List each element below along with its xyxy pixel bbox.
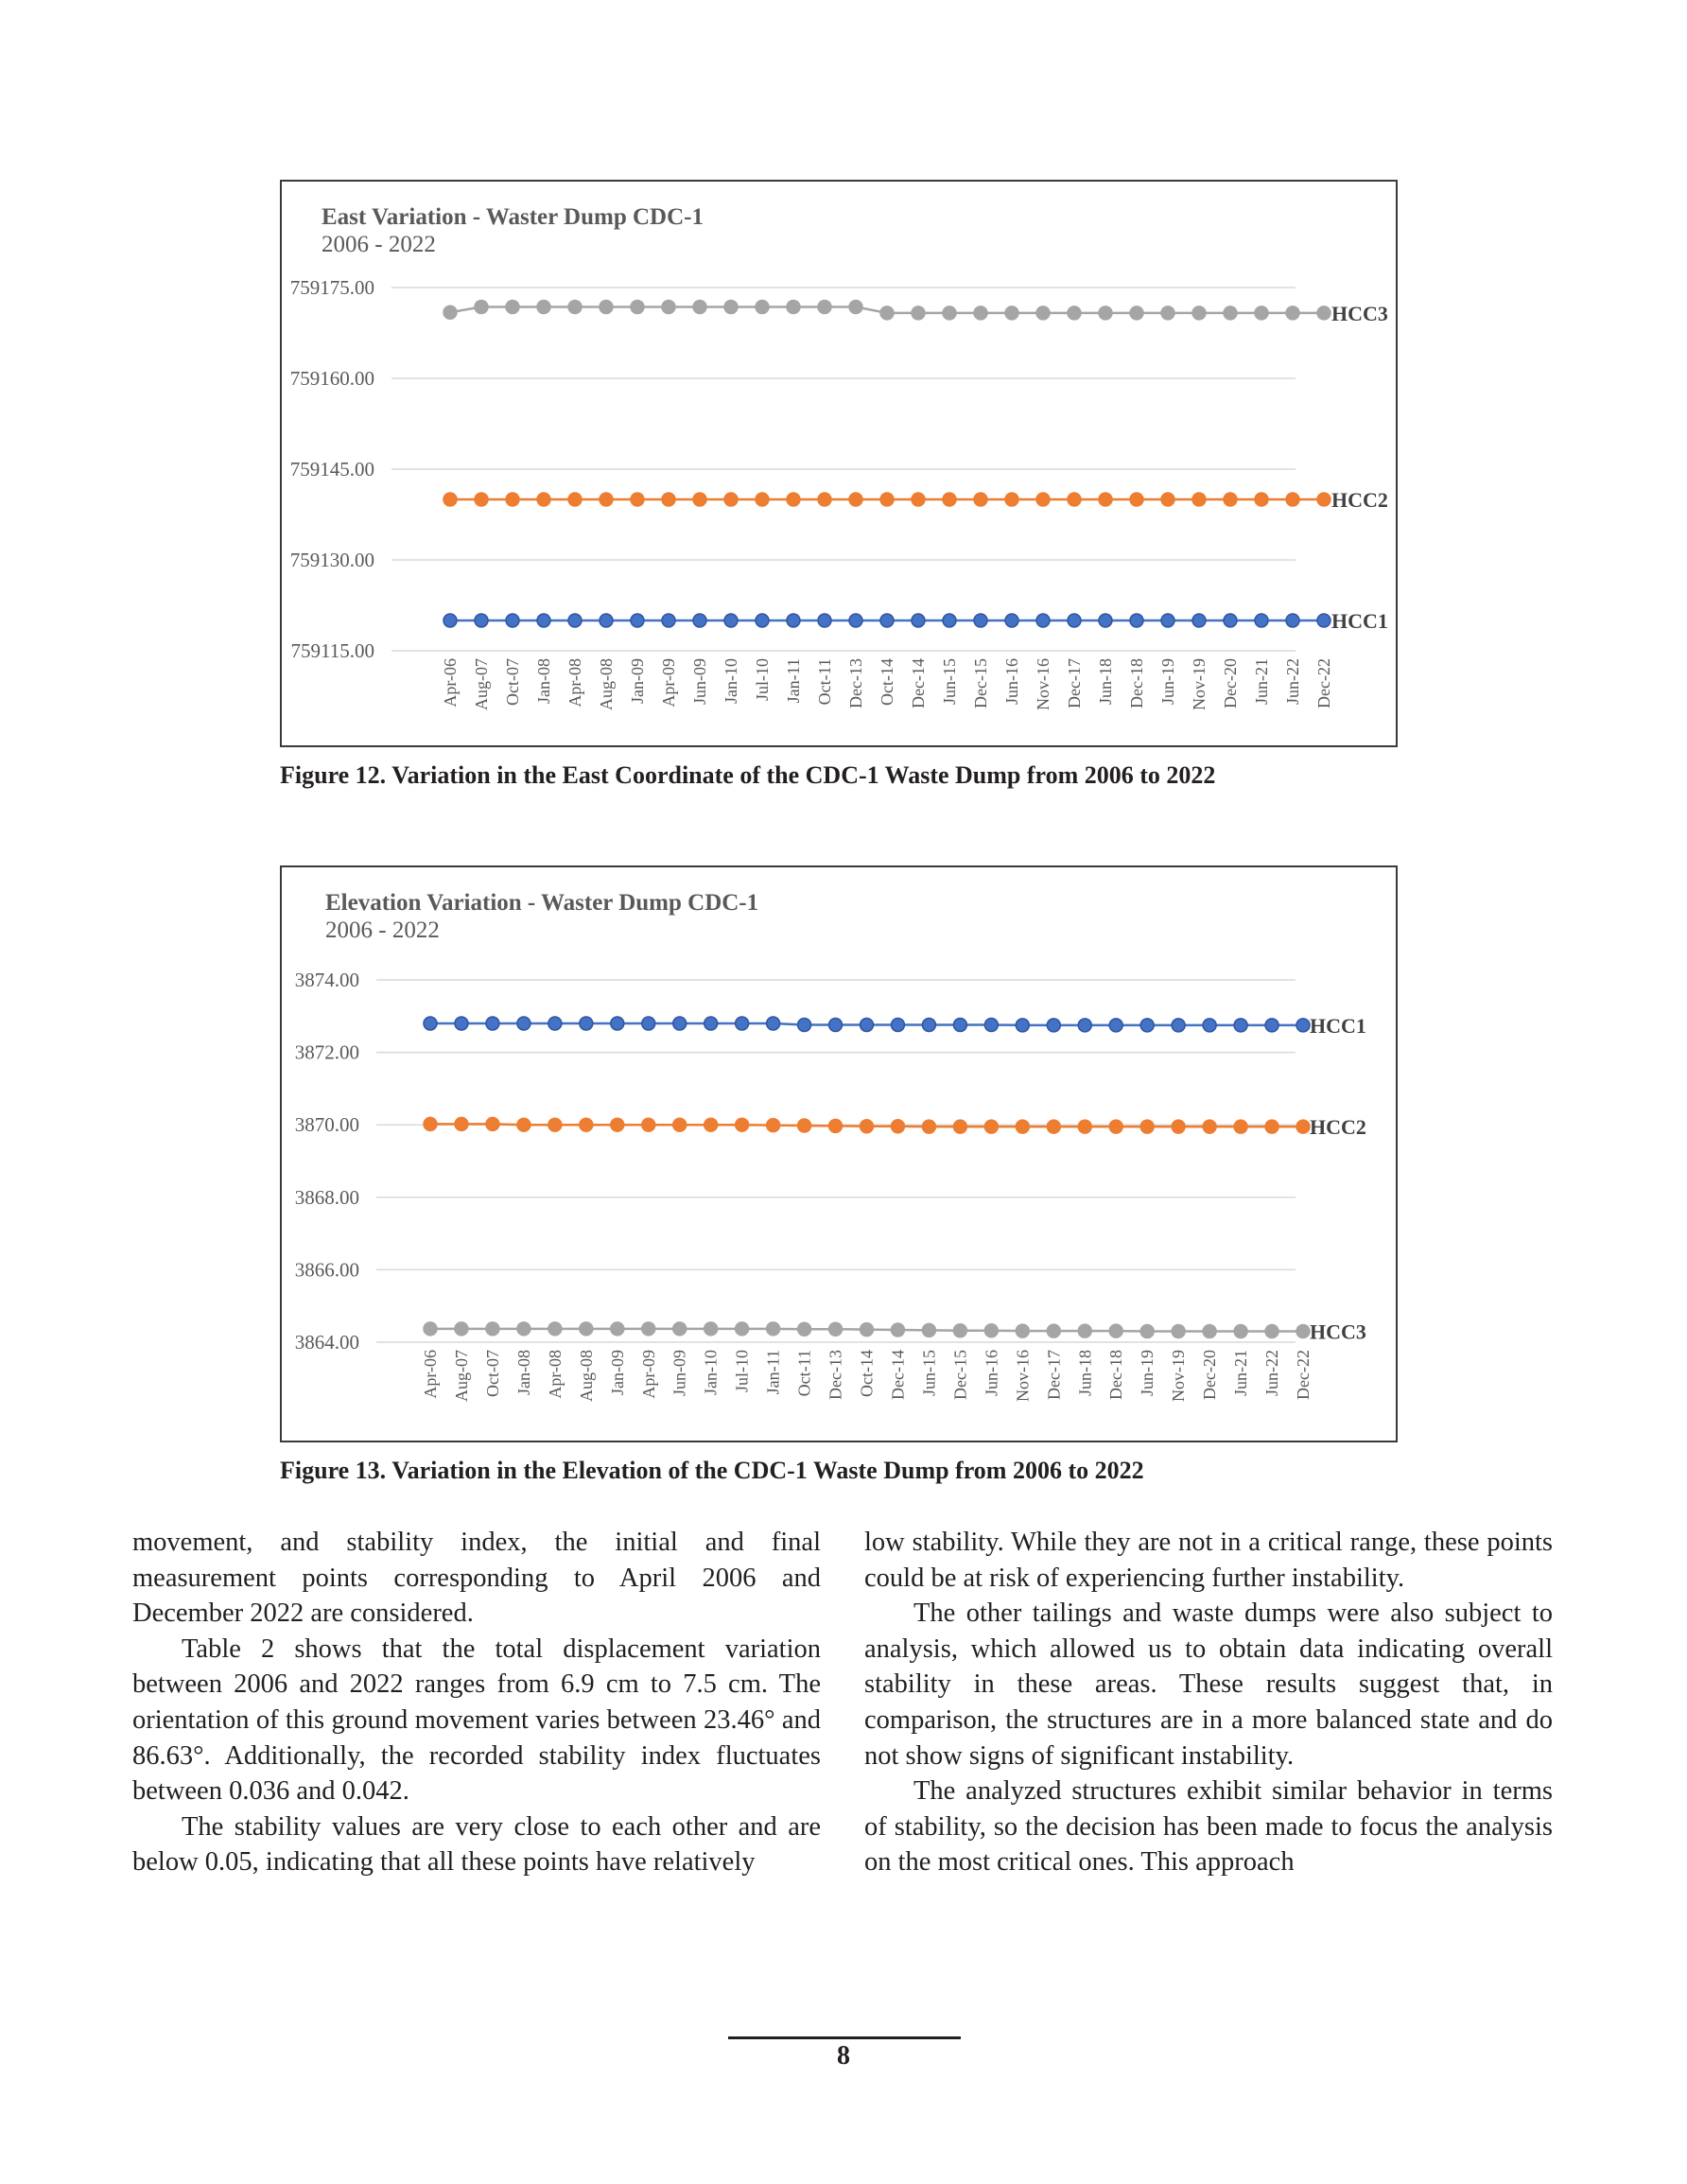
data-point	[424, 1017, 437, 1030]
x-tick-label: Jun-15	[919, 1350, 939, 1396]
paragraph: low stability. While they are not in a critical range, these points could be at risk of experiencing further instability.	[864, 1528, 1553, 1593]
x-tick-label: Dec-13	[826, 1350, 845, 1400]
data-point	[611, 1322, 624, 1336]
data-point	[891, 1018, 904, 1031]
data-point	[861, 1018, 874, 1031]
data-point	[568, 493, 582, 506]
x-tick-label: Jun-19	[1138, 1350, 1157, 1396]
x-tick-label: Dec-15	[971, 658, 990, 708]
data-point	[880, 493, 894, 506]
data-point	[767, 1119, 780, 1132]
series-label: HCC1	[1331, 609, 1388, 633]
data-point	[912, 493, 925, 506]
data-point	[891, 1120, 904, 1133]
data-point	[673, 1118, 687, 1131]
data-point	[1047, 1120, 1060, 1133]
x-tick-label: Nov-19	[1190, 658, 1209, 710]
data-point	[1078, 1019, 1091, 1032]
data-point	[1203, 1120, 1216, 1133]
x-tick-label: Apr-09	[659, 658, 678, 708]
data-point	[1203, 1325, 1216, 1338]
data-point	[424, 1322, 437, 1336]
data-point	[642, 1118, 655, 1131]
y-tick-label: 3872.00	[294, 1040, 359, 1064]
y-tick-label: 3874.00	[294, 969, 359, 991]
x-tick-label: Dec-20	[1221, 658, 1240, 708]
x-tick-label: Apr-06	[421, 1350, 440, 1399]
data-point	[1047, 1019, 1060, 1032]
data-point	[880, 306, 894, 320]
data-point	[443, 493, 457, 506]
data-point	[517, 1017, 530, 1030]
data-point	[1068, 306, 1081, 320]
data-point	[974, 493, 987, 506]
data-point	[1192, 614, 1206, 627]
data-point	[953, 1324, 966, 1337]
data-point	[1172, 1120, 1185, 1133]
x-tick-label: Jul-10	[732, 1350, 752, 1392]
chart-title: East Variation - Waster Dump CDC-1	[322, 204, 704, 230]
data-point	[693, 300, 706, 313]
data-point	[736, 1322, 749, 1336]
data-point	[1172, 1325, 1185, 1338]
data-point	[548, 1322, 562, 1336]
data-point	[1016, 1019, 1029, 1032]
paragraph: The other tailings and waste dumps were also subject to analysis, which allowed us to obtain data indicating overall stability in these areas. These results suggest that, in comparison, the structures are in a more balanced state and do not show signs of significant instability.	[864, 1599, 1553, 1771]
data-point	[1161, 306, 1174, 320]
data-point	[568, 300, 582, 313]
chart-subtitle: 2006 - 2022	[325, 917, 440, 943]
x-tick-label: Jan-08	[513, 1350, 533, 1395]
data-point	[818, 493, 831, 506]
figure-13-caption: Figure 13. Variation in the Elevation of the CDC-1 Waste Dump from 2006 to 2022	[280, 1457, 1144, 1484]
x-tick-label: Jul-10	[753, 658, 772, 701]
paragraph: The stability values are very close to each other and are below 0.05, indicating that all these points have relatively	[132, 1811, 821, 1878]
data-point	[1016, 1120, 1029, 1133]
data-point	[1234, 1325, 1247, 1338]
x-tick-label: Apr-06	[441, 658, 460, 708]
data-point	[1140, 1120, 1154, 1133]
y-tick-label: 759175.00	[289, 276, 374, 299]
data-point	[953, 1120, 966, 1133]
data-point	[974, 306, 987, 320]
data-point	[443, 306, 457, 319]
data-point	[537, 614, 550, 627]
data-point	[424, 1117, 437, 1130]
x-tick-label: Dec-18	[1127, 658, 1146, 708]
data-point	[1068, 614, 1081, 627]
data-point	[1161, 614, 1174, 627]
x-tick-label: Jun-16	[982, 1350, 1001, 1396]
x-tick-label: Oct-07	[503, 658, 522, 706]
x-tick-label: Jun-19	[1158, 658, 1177, 705]
data-point	[537, 493, 550, 506]
data-point	[475, 493, 488, 506]
x-tick-label: Nov-16	[1034, 658, 1052, 710]
data-point	[673, 1322, 687, 1336]
data-point	[580, 1017, 593, 1030]
data-point	[693, 614, 706, 627]
data-point	[849, 614, 862, 627]
x-tick-label: Nov-19	[1169, 1350, 1189, 1402]
x-tick-label: Jun-21	[1252, 658, 1271, 705]
data-point	[1286, 493, 1299, 506]
x-tick-label: Nov-16	[1013, 1350, 1033, 1402]
x-tick-label: Oct-07	[482, 1350, 502, 1397]
data-point	[798, 1322, 811, 1336]
x-tick-label: Jan-10	[701, 1350, 721, 1395]
x-tick-label: Jun-22	[1283, 658, 1302, 705]
data-point	[1016, 1324, 1029, 1337]
paragraph: The analyzed structures exhibit similar behavior in terms of stability, so the decision has been made to focus the analysis on the most critical ones. This approach	[864, 1776, 1553, 1878]
data-point	[861, 1120, 874, 1133]
data-point	[736, 1017, 749, 1030]
data-point	[568, 614, 582, 627]
data-point	[1068, 493, 1081, 506]
data-point	[443, 614, 457, 627]
x-tick-label: Apr-09	[638, 1350, 658, 1399]
body-column-right	[864, 1525, 1553, 1880]
y-tick-label: 3866.00	[294, 1258, 359, 1282]
figure-12-chart	[280, 180, 1398, 747]
data-point	[704, 1322, 718, 1336]
data-point	[600, 300, 613, 313]
data-point	[704, 1017, 718, 1030]
data-point	[1036, 493, 1050, 506]
series-label: HCC1	[1310, 1013, 1366, 1038]
data-point	[580, 1118, 593, 1131]
y-tick-label: 3864.00	[294, 1331, 359, 1354]
data-point	[486, 1117, 499, 1130]
x-tick-label: Jun-18	[1096, 658, 1115, 705]
x-tick-label: Dec-14	[888, 1350, 908, 1400]
data-point	[486, 1322, 499, 1336]
x-tick-label: Jan-08	[534, 658, 553, 704]
data-point	[506, 614, 519, 627]
data-point	[537, 300, 550, 313]
y-tick-label: 759115.00	[290, 639, 374, 662]
data-point	[1224, 306, 1237, 320]
data-point	[1005, 614, 1018, 627]
data-point	[662, 614, 675, 627]
data-point	[1286, 614, 1299, 627]
data-point	[580, 1322, 593, 1336]
data-point	[611, 1118, 624, 1131]
data-point	[891, 1323, 904, 1337]
series-label: HCC2	[1331, 488, 1388, 512]
data-point	[756, 614, 769, 627]
data-point	[631, 614, 644, 627]
data-point	[1078, 1120, 1091, 1133]
x-tick-label: Jan-11	[763, 1350, 783, 1395]
data-point	[943, 614, 956, 627]
x-tick-label: Oct-11	[815, 658, 834, 706]
data-point	[787, 614, 800, 627]
series-label: HCC3	[1310, 1319, 1366, 1344]
data-point	[631, 300, 644, 313]
data-point	[1296, 1325, 1310, 1338]
data-point	[600, 614, 613, 627]
x-tick-label: Jun-09	[670, 1350, 689, 1396]
data-point	[984, 1018, 998, 1031]
data-point	[548, 1118, 562, 1131]
data-point	[829, 1119, 843, 1132]
data-point	[756, 493, 769, 506]
data-point	[861, 1323, 874, 1337]
x-tick-label: Dec-13	[846, 658, 865, 708]
elevation-variation-chart	[282, 867, 1400, 1444]
east-variation-chart	[282, 182, 1400, 749]
data-point	[455, 1017, 468, 1030]
data-point	[548, 1017, 562, 1030]
data-point	[662, 300, 675, 313]
x-tick-label: Dec-22	[1314, 658, 1333, 708]
x-tick-label: Jun-16	[1002, 658, 1021, 705]
data-point	[1130, 306, 1143, 320]
body-column-left	[132, 1525, 821, 1880]
x-tick-label: Dec-20	[1200, 1350, 1220, 1400]
data-point	[1265, 1019, 1278, 1032]
figure-12-caption: Figure 12. Variation in the East Coordinate of the CDC-1 Waste Dump from 2006 to 2022	[280, 761, 1216, 789]
data-point	[1099, 306, 1112, 320]
data-point	[1130, 493, 1143, 506]
data-point	[1192, 493, 1206, 506]
x-tick-label: Oct-11	[794, 1350, 814, 1397]
data-point	[1296, 1019, 1310, 1032]
data-point	[1317, 493, 1330, 506]
data-point	[1109, 1120, 1122, 1133]
data-point	[984, 1120, 998, 1133]
x-tick-label: Dec-14	[909, 658, 928, 708]
x-tick-label: Jan-11	[784, 658, 803, 704]
data-point	[818, 300, 831, 313]
series-label: HCC2	[1310, 1115, 1366, 1140]
data-point	[1192, 306, 1206, 320]
data-point	[1255, 306, 1268, 320]
data-point	[704, 1118, 718, 1131]
x-tick-label: Jan-10	[722, 658, 740, 704]
data-point	[984, 1324, 998, 1337]
data-point	[1265, 1120, 1278, 1133]
data-point	[943, 493, 956, 506]
data-point	[693, 493, 706, 506]
data-point	[1099, 614, 1112, 627]
footer-rule	[728, 2036, 961, 2039]
data-point	[756, 300, 769, 313]
data-point	[673, 1017, 687, 1030]
data-point	[724, 300, 738, 313]
x-tick-label: Dec-17	[1044, 1350, 1064, 1400]
paragraph: Table 2 shows that the total displacement variation between 2006 and 2022 ranges from 6.9 cm to 7.5 cm. The orientation of this ground movement varies between 23.46° and 86.63°. Additionally, the recorded stability index fluctuates between 0.036 and 0.042.	[132, 1634, 821, 1807]
data-point	[736, 1118, 749, 1131]
data-point	[953, 1018, 966, 1031]
x-tick-label: Dec-17	[1065, 658, 1084, 708]
figure-13-chart	[280, 865, 1398, 1442]
data-point	[767, 1017, 780, 1030]
data-point	[1317, 614, 1330, 627]
data-point	[1109, 1324, 1122, 1337]
y-tick-label: 759160.00	[289, 367, 374, 390]
data-point	[1296, 1120, 1310, 1133]
data-point	[829, 1322, 843, 1336]
data-point	[631, 493, 644, 506]
data-point	[475, 300, 488, 313]
y-tick-label: 759130.00	[289, 549, 374, 571]
data-point	[1005, 306, 1018, 320]
data-point	[1078, 1324, 1091, 1337]
data-point	[724, 614, 738, 627]
x-tick-label: Jun-21	[1231, 1350, 1251, 1396]
data-point	[506, 493, 519, 506]
y-tick-label: 3868.00	[294, 1185, 359, 1209]
data-point	[943, 306, 956, 320]
y-tick-label: 759145.00	[289, 458, 374, 480]
data-point	[974, 614, 987, 627]
data-point	[922, 1018, 935, 1031]
x-tick-label: Jun-09	[690, 658, 709, 705]
x-tick-label: Dec-22	[1294, 1350, 1313, 1400]
data-point	[1172, 1019, 1185, 1032]
data-point	[1203, 1019, 1216, 1032]
data-point	[1130, 614, 1143, 627]
data-point	[642, 1017, 655, 1030]
x-tick-label: Jan-09	[628, 658, 647, 704]
data-point	[475, 614, 488, 627]
data-point	[1140, 1325, 1154, 1338]
data-point	[1005, 493, 1018, 506]
data-point	[1099, 493, 1112, 506]
data-point	[517, 1322, 530, 1336]
x-tick-label: Aug-08	[576, 1350, 596, 1402]
x-tick-label: Apr-08	[545, 1350, 565, 1399]
data-point	[1140, 1019, 1154, 1032]
data-point	[611, 1017, 624, 1030]
x-tick-label: Dec-15	[950, 1350, 970, 1400]
x-tick-label: Oct-14	[878, 658, 896, 706]
data-point	[600, 493, 613, 506]
data-point	[642, 1322, 655, 1336]
data-point	[922, 1120, 935, 1133]
data-point	[849, 300, 862, 313]
data-point	[486, 1017, 499, 1030]
series-label: HCC3	[1331, 301, 1388, 325]
x-tick-label: Aug-07	[451, 1350, 471, 1402]
x-tick-label: Jun-18	[1075, 1350, 1095, 1396]
data-point	[1224, 614, 1237, 627]
data-point	[1036, 614, 1050, 627]
data-point	[1047, 1324, 1060, 1337]
data-point	[506, 300, 519, 313]
data-point	[662, 493, 675, 506]
x-tick-label: Jun-15	[940, 658, 959, 705]
data-point	[787, 300, 800, 313]
data-point	[724, 493, 738, 506]
data-point	[1161, 493, 1174, 506]
paragraph: movement, and stability index, the initial and final measurement points corresponding to April 2006 and December 2022 are considered.	[132, 1528, 821, 1629]
data-point	[922, 1323, 935, 1337]
data-point	[1317, 306, 1330, 320]
x-tick-label: Oct-14	[857, 1350, 877, 1397]
x-tick-label: Aug-08	[597, 658, 616, 710]
data-point	[1036, 306, 1050, 320]
data-point	[818, 614, 831, 627]
chart-subtitle: 2006 - 2022	[322, 232, 436, 257]
data-point	[767, 1322, 780, 1336]
data-point	[455, 1322, 468, 1336]
data-point	[787, 493, 800, 506]
data-point	[1255, 493, 1268, 506]
y-tick-label: 3870.00	[294, 1113, 359, 1137]
x-tick-label: Aug-07	[472, 658, 491, 710]
data-point	[829, 1018, 843, 1031]
data-point	[798, 1119, 811, 1132]
data-point	[517, 1118, 530, 1131]
x-tick-label: Jun-22	[1262, 1350, 1282, 1396]
x-tick-label: Apr-08	[565, 658, 584, 708]
data-point	[455, 1117, 468, 1130]
data-point	[912, 306, 925, 320]
chart-title: Elevation Variation - Waster Dump CDC-1	[325, 890, 759, 916]
x-tick-label: Dec-18	[1106, 1350, 1126, 1400]
data-point	[798, 1018, 811, 1031]
data-point	[912, 614, 925, 627]
data-point	[1109, 1019, 1122, 1032]
data-point	[849, 493, 862, 506]
data-point	[1234, 1019, 1247, 1032]
data-point	[880, 614, 894, 627]
data-point	[1224, 493, 1237, 506]
data-point	[1286, 306, 1299, 320]
data-point	[1255, 614, 1268, 627]
data-point	[1265, 1325, 1278, 1338]
x-tick-label: Jan-09	[607, 1350, 627, 1395]
page-number: 8	[837, 2041, 850, 2070]
data-point	[1234, 1120, 1247, 1133]
